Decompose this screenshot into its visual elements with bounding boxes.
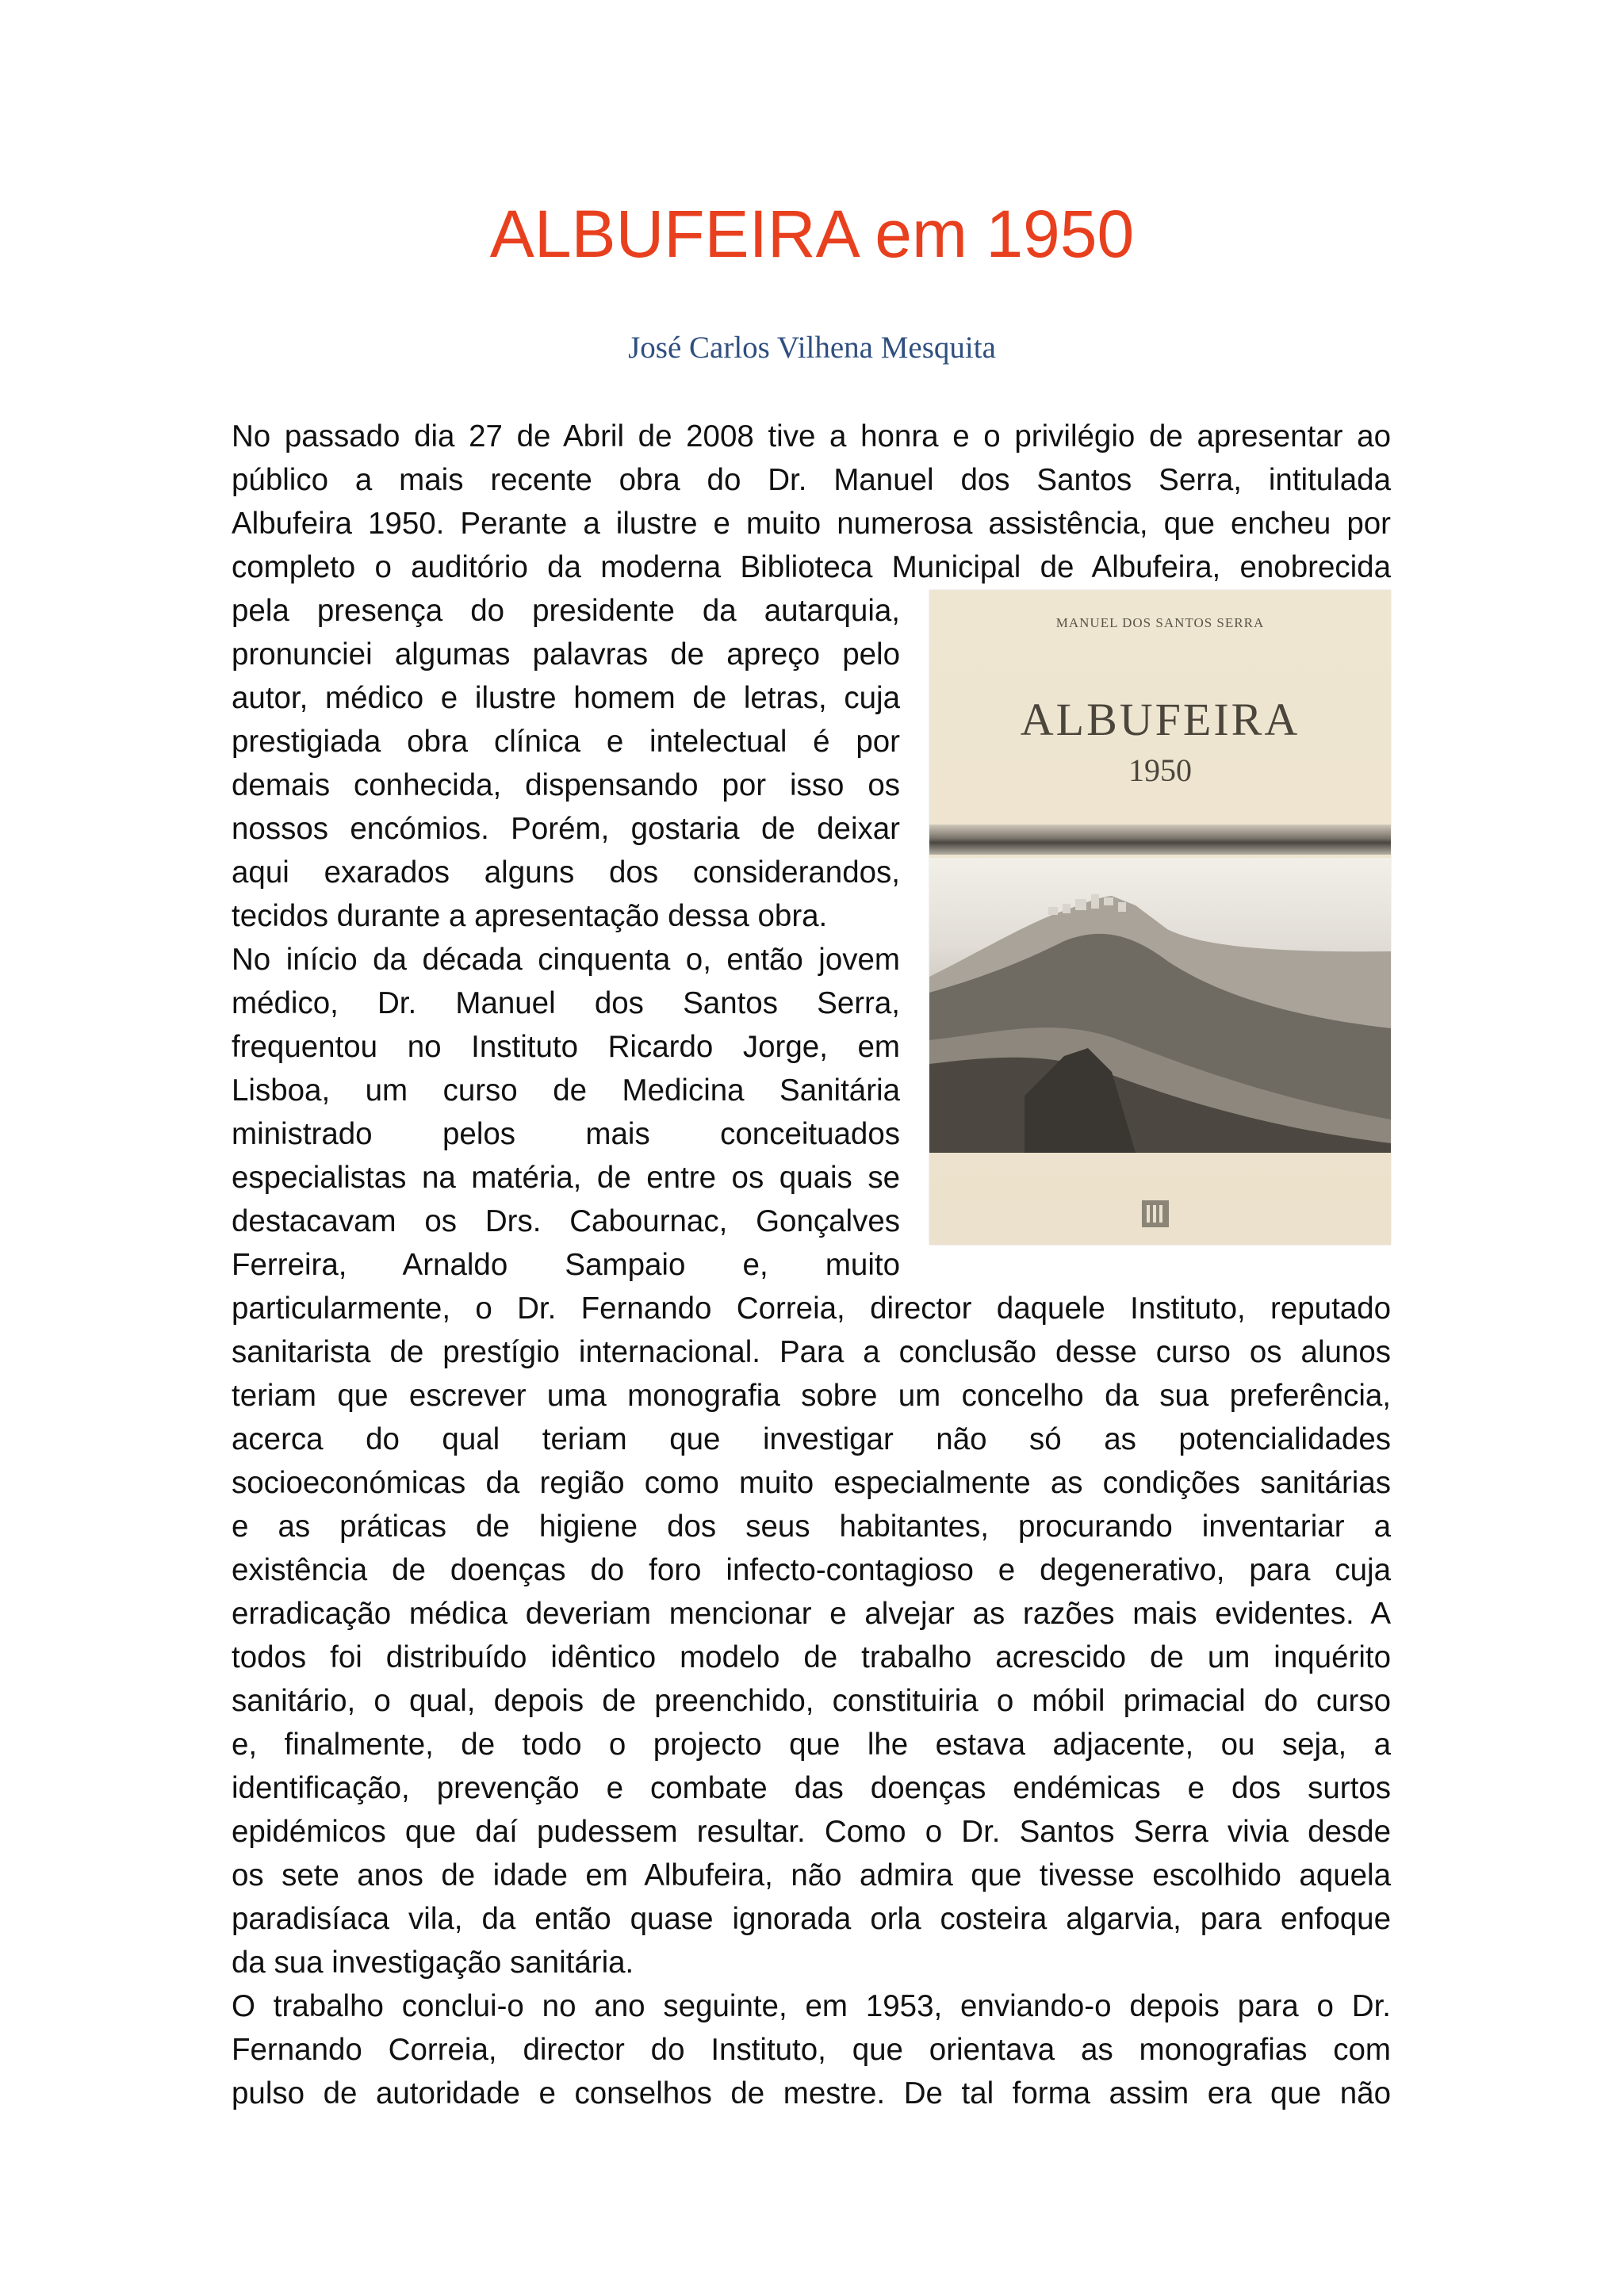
text-line: e, finalmente, de todo o projecto que lhe estava adjacente, ou seja, a <box>232 1728 1391 1762</box>
text-line: pronunciei algumas palavras de apreço pelo <box>232 637 900 672</box>
text-line: No início da década cinquenta o, então jovem <box>232 943 900 977</box>
text-line: paradisíaca vila, da então quase ignorada orla costeira algarvia, para enfoque <box>232 1902 1391 1936</box>
text-line: erradicação médica deveriam mencionar e alvejar as razões mais evidentes. A <box>232 1597 1391 1631</box>
text-line: os sete anos de idade em Albufeira, não admira que tivesse escolhido aquela <box>232 1858 1391 1892</box>
text-line: sanitarista de prestígio internacional. Para a conclusão desse curso os alunos <box>232 1335 1391 1369</box>
text-line: autor, médico e ilustre homem de letras, cuja <box>232 681 900 715</box>
publisher-logo-icon <box>1142 1200 1169 1227</box>
document-title: ALBUFEIRA em 1950 <box>489 197 1135 271</box>
text-line: aqui exarados alguns dos considerandos, <box>232 855 900 890</box>
book-cover-image <box>929 590 1391 1245</box>
text-line: particularmente, o Dr. Fernando Correia, director daquele Instituto, reputado <box>232 1292 1391 1326</box>
text-line: médico, Dr. Manuel dos Santos Serra, <box>232 986 900 1020</box>
text-line: ministrado pelos mais conceituados <box>232 1117 900 1151</box>
author-name: José Carlos Vilhena Mesquita <box>628 331 996 365</box>
coastal-photo-drawing <box>929 858 1391 1153</box>
text-line: Albufeira 1950. Perante a ilustre e muito numerosa assistência, que encheu por <box>232 507 1391 541</box>
text-line: prestigiada obra clínica e intelectual é por <box>232 725 900 759</box>
text-line: frequentou no Instituto Ricardo Jorge, em <box>232 1030 900 1064</box>
cover-year: 1950 <box>1128 752 1192 788</box>
text-line: e as práticas de higiene dos seus habitantes, procurando inventariar a <box>232 1510 1391 1544</box>
text-line: pulso de autoridade e conselhos de mestre. De tal forma assim era que não <box>232 2076 1391 2110</box>
text-line: epidémicos que daí pudessem resultar. Como o Dr. Santos Serra vivia desde <box>232 1815 1391 1849</box>
text-line: existência de doenças do foro infecto-contagioso e degenerativo, para cuja <box>232 1553 1391 1587</box>
text-line: acerca do qual teriam que investigar não só as potencialidades <box>232 1422 1391 1456</box>
cover-title: ALBUFEIRA <box>1020 694 1300 745</box>
text-line: sanitário, o qual, depois de preenchido, constituiria o móbil primacial do curso <box>232 1684 1391 1718</box>
text-line: pela presença do presidente da autarquia, <box>232 594 900 628</box>
text-line: identificação, prevenção e combate das doenças endémicas e dos surtos <box>232 1771 1391 1805</box>
text-line: público a mais recente obra do Dr. Manuel dos Santos Serra, intitulada <box>232 463 1391 497</box>
text-line: completo o auditório da moderna Biblioteca Municipal de Albufeira, enobrecida <box>232 550 1391 584</box>
text-line: destacavam os Drs. Cabournac, Gonçalves <box>232 1204 900 1238</box>
text-line: da sua investigação sanitária. <box>232 1946 634 1980</box>
text-line: Fernando Correia, director do Instituto, que orientava as monografias com <box>232 2033 1391 2067</box>
text-line: nossos encómios. Porém, gostaria de deixar <box>232 812 900 846</box>
text-line: No passado dia 27 de Abril de 2008 tive a honra e o privilégio de apresentar ao <box>232 419 1391 453</box>
text-line: O trabalho conclui-o no ano seguinte, em 1953, enviando-o depois para o Dr. <box>232 1989 1391 2023</box>
text-line: Lisboa, um curso de Medicina Sanitária <box>232 1073 900 1108</box>
text-line: todos foi distribuído idêntico modelo de trabalho acrescido de um inquérito <box>232 1640 1391 1674</box>
cover-divider-band <box>929 825 1391 855</box>
coastal-town-photo <box>929 858 1391 1153</box>
text-line: socioeconómicas da região como muito especialmente as condições sanitárias <box>232 1466 1391 1500</box>
cover-author: MANUEL DOS SANTOS SERRA <box>1055 615 1265 630</box>
text-line: Ferreira, Arnaldo Sampaio e, muito <box>232 1248 900 1282</box>
text-line: teriam que escrever uma monografia sobre um concelho da sua preferência, <box>232 1379 1391 1413</box>
text-line: tecidos durante a apresentação dessa obra. <box>232 899 828 933</box>
text-line: demais conhecida, dispensando por isso os <box>232 768 900 802</box>
text-line: especialistas na matéria, de entre os quais se <box>232 1161 900 1195</box>
